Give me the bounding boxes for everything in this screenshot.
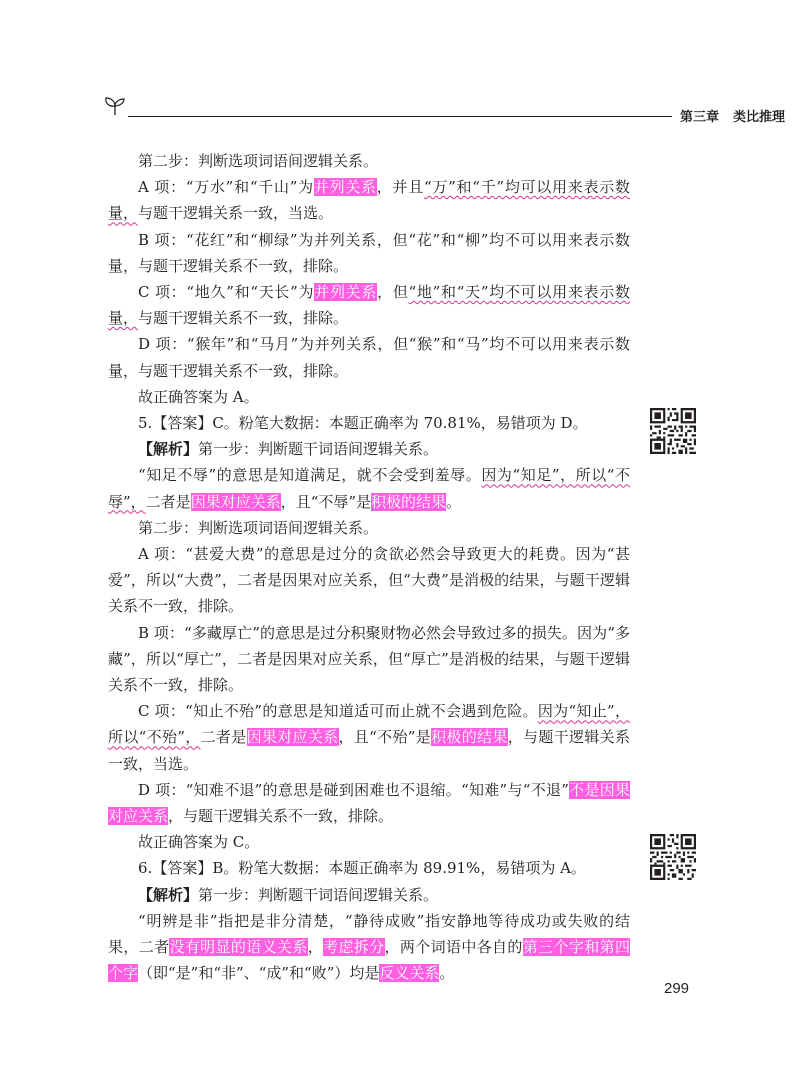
text: B 项：“多藏厚亡”的意思是过分积聚财物必然会导致过多的损失。因为“多藏”，所以“厚亡”，二者是因果对应关系，但“厚亡”是消极的结果，与题干逻辑关系不一致，排除。 (108, 623, 630, 695)
page-content (108, 148, 630, 987)
paragraph (108, 541, 630, 620)
text: “知足不辱”的意思是知道满足，就不会受到羞辱。 (138, 466, 482, 485)
text: B 项：“花红”和“柳绿”为并列关系，但“花”和“柳”均不可以用来表示数量，与题干逻辑关系不一致，排除。 (108, 230, 630, 275)
paragraph (108, 829, 630, 855)
text: 。 (439, 964, 455, 983)
paragraph (108, 515, 630, 541)
paragraph (108, 908, 630, 987)
paragraph (108, 698, 630, 777)
text: （即“是”和“非”、“成”和“败”）均是 (138, 964, 380, 983)
text: 故正确答案为 C。 (138, 833, 260, 852)
analysis-tag: 【解析】 (138, 440, 199, 459)
highlight: 考虑拆分 (323, 938, 385, 957)
text: D 项：“知难不退”的意思是碰到困难也不退缩。“知难”与“不退” (138, 780, 569, 799)
paragraph (108, 174, 630, 226)
analysis-line (108, 882, 630, 908)
answer-tag: 【答案】 (152, 414, 213, 433)
text: ，两个词语中各自的 (384, 938, 523, 957)
paragraph (108, 462, 630, 514)
text: 第一步：判断题干词语间逻辑关系。 (198, 440, 439, 459)
text: 故正确答案为 A。 (138, 387, 259, 406)
text: 。 (446, 492, 462, 511)
paragraph (108, 148, 630, 174)
analysis-line (108, 436, 630, 462)
paragraph (108, 777, 630, 829)
text: ，但 (377, 283, 409, 302)
header-rule (128, 116, 672, 117)
text: ，与题干逻辑关系不一致，排除。 (168, 807, 394, 826)
paragraph (108, 384, 630, 410)
text: 与题干逻辑关系不一致，排除。 (138, 309, 349, 328)
highlight: 不是因果对应关系 (108, 780, 630, 826)
paragraph (108, 331, 630, 383)
question-number: 5. (138, 414, 153, 433)
question-number: 6. (138, 859, 153, 878)
paragraph (108, 227, 630, 279)
highlight: 并列关系 (314, 283, 378, 302)
chapter-number: 第三章 (680, 110, 720, 125)
wavy-underline: 因为“知足”，所以“不辱”， (108, 466, 630, 511)
text: 二者是 (145, 492, 191, 511)
text: C 项：“知止不殆”的意思是知道适可而止就不会遇到危险。 (138, 702, 538, 721)
text: 第二步：判断选项词语间逻辑关系。 (138, 152, 379, 170)
text: ，且“不殆”是 (338, 728, 432, 747)
answer-line (108, 410, 630, 436)
highlight: 积极的结果 (431, 728, 508, 747)
highlight: 因果对应关系 (246, 728, 339, 747)
qr-code-icon[interactable] (650, 408, 696, 454)
highlight: 积极的结果 (371, 492, 447, 511)
highlight: 因果对应关系 (190, 492, 281, 511)
text: “明辨是非”指把是非分清楚，“静待成败”指安静地等待成功或失败的结果，二者 (108, 911, 630, 957)
wavy-underline: 因为“知止”，所以“不殆”， (108, 702, 630, 747)
paragraph (108, 620, 630, 699)
highlight: 反义关系 (379, 964, 440, 983)
text: A 项：“甚爱大费”的意思是过分的贪欲必然会导致更大的耗费。因为“甚爱”，所以“大费”，二者是因果对应关系，但“大费”是消极的结果，与题干逻辑关系不一致，排除。 (108, 545, 630, 616)
text: B。粉笔大数据：本题正确率为 89.91%，易错项为 A。 (212, 859, 586, 878)
wavy-underline: “地”和“天”均不可以用来表示数量， (108, 283, 630, 328)
text: 与题干逻辑关系一致，当选。 (138, 204, 334, 223)
text: C。粉笔大数据：本题正确率为 70.81%，易错项为 D。 (212, 414, 588, 433)
answer-tag: 【答案】 (152, 859, 213, 878)
text: ，且“不辱”是 (280, 492, 372, 511)
page-number: 299 (664, 980, 690, 997)
text: A 项：“万水”和“千山”为 (138, 178, 314, 197)
chapter-title: 类比推理 (733, 110, 786, 125)
sprout-icon (104, 94, 126, 116)
text: 第一步：判断题干词语间逻辑关系。 (198, 885, 439, 904)
text: ， (307, 938, 324, 957)
chapter-heading (680, 106, 785, 125)
answer-line (108, 855, 630, 881)
paragraph (108, 279, 630, 331)
text: C 项：“地久”和“天长”为 (138, 283, 315, 302)
wavy-underline: “万”和“千”均可以用来表示数量， (108, 178, 630, 223)
qr-code-icon[interactable] (650, 834, 696, 880)
highlight: 并列关系 (313, 178, 377, 197)
text: 二者是 (200, 728, 247, 747)
text: ，与题干逻辑关系一致，当选。 (108, 728, 630, 773)
highlight: 没有明显的语义关系 (169, 938, 308, 957)
page-header (104, 92, 786, 132)
text: ，并且 (376, 178, 425, 197)
text: D 项：“猴年”和“马月”为并列关系，但“猴”和“马”均不可以用来表示数量，与题干逻辑关系不一致，排除。 (108, 335, 630, 380)
highlight: 第三个字和第四个字 (108, 938, 630, 983)
analysis-tag: 【解析】 (138, 885, 199, 904)
text: 第二步：判断选项词语间逻辑关系。 (138, 518, 379, 537)
